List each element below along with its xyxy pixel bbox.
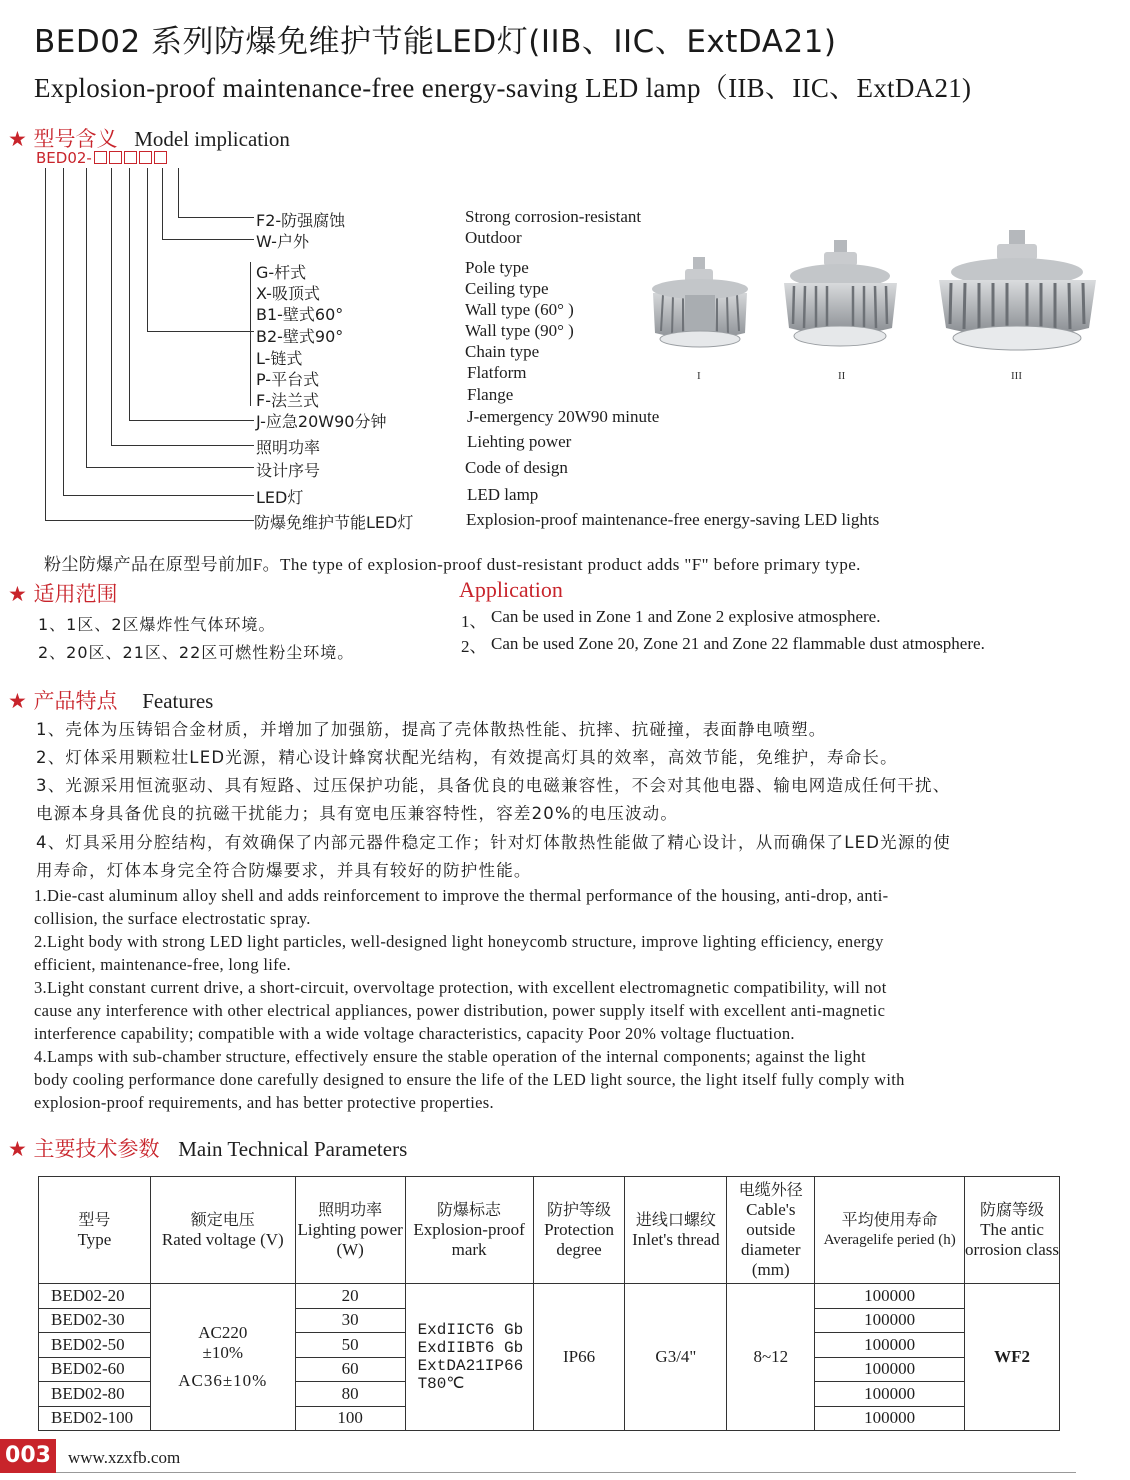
lamp-label: II <box>838 370 846 382</box>
cell-power: 100 <box>295 1406 405 1431</box>
footer-url[interactable]: www.xzxfb.com <box>68 1448 181 1467</box>
cell-type: BED02-50 <box>39 1333 151 1358</box>
params-heading <box>8 1133 407 1163</box>
application-item-en: Can be used Zone 20, Zone 21 and Zone 22 flammable dust atmosphere. <box>491 634 985 653</box>
model-item-cn: 照明功率 <box>256 438 321 457</box>
model-item-en: Flange <box>467 385 514 404</box>
feature-cn-line: 2、灯体采用颗粒壮LED光源，精心设计蜂窝状配光结构，有效提高灯具的效率，高效节能，免维护，寿命长。 <box>36 748 898 767</box>
cell-life: 100000 <box>815 1406 965 1431</box>
voltage-line: AC220 <box>198 1323 248 1342</box>
cell-power: 80 <box>295 1382 405 1407</box>
model-item-en: LED lamp <box>467 485 539 504</box>
header-life: 平均使用寿命 Averagelife peried (h) <box>815 1177 965 1284</box>
application-item-cn: 2、20区、21区、22区可燃性粉尘环境。 <box>38 643 355 662</box>
features-heading-en: Features <box>142 689 214 713</box>
model-heading-cn: 型号含义 <box>33 127 118 151</box>
code-box <box>139 151 152 164</box>
cell-life: 100000 <box>815 1357 965 1382</box>
cell-type: BED02-100 <box>39 1406 151 1431</box>
params-table <box>38 1176 1060 1431</box>
star-icon: ★ <box>8 689 27 713</box>
model-item-cn: LED灯 <box>256 488 304 507</box>
footer-divider <box>56 1472 1076 1473</box>
cell-power: 50 <box>295 1333 405 1358</box>
star-icon: ★ <box>8 1137 27 1161</box>
cell-voltage <box>150 1284 295 1431</box>
model-item-cn: G-杆式 <box>256 263 307 282</box>
params-heading-cn: 主要技术参数 <box>33 1137 160 1161</box>
params-header-row <box>39 1177 1060 1284</box>
cell-thread: G3/4" <box>625 1284 727 1431</box>
feature-en-line: 1.Die-cast aluminum alloy shell and adds reinforcement to improve the thermal performance of the housing, anti-drop, anti- <box>34 886 889 905</box>
cell-life: 100000 <box>815 1382 965 1407</box>
voltage-line: AC36±10% <box>178 1371 268 1390</box>
model-note: 粉尘防爆产品在原型号前加F。The type of explosion-proof dust-resistant product adds "F" before primary type. <box>44 555 861 574</box>
model-item-en: Liehting power <box>467 432 572 451</box>
model-item-en: Outdoor <box>465 228 522 247</box>
code-box <box>124 151 137 164</box>
model-item-en: Ceiling type <box>465 279 549 298</box>
model-item-cn: J-应急20W90分钟 <box>256 412 387 431</box>
model-item-en: J-emergency 20W90 minute <box>467 407 660 426</box>
feature-cn-line: 电源本身具备优良的抗磁干扰能力；具有宽电压兼容特性，容差20%的电压波动。 <box>36 804 679 823</box>
page-title-en: Explosion-proof maintenance-free energy-saving LED lamp（IIB、IIC、ExtDA21) <box>34 73 972 103</box>
header-type: 型号 Type <box>39 1177 151 1284</box>
model-item-cn: P-平台式 <box>256 370 320 389</box>
feature-cn-line: 1、壳体为压铸铝合金材质，并增加了加强筋，提高了壳体散热性能、抗摔、抗碰撞，表面静电喷塑。 <box>36 720 827 739</box>
lamp-label: III <box>1011 370 1022 382</box>
feature-en-line: collision, the surface electrostatic spray. <box>34 909 311 928</box>
feature-en-line: interference capability; compatible with a wide voltage characteristics, capacity Poor 20% voltage fluctuation. <box>34 1024 795 1043</box>
cell-type: BED02-80 <box>39 1382 151 1407</box>
application-heading <box>8 578 118 608</box>
page-title-cn: BED02 系列防爆免维护节能LED灯(IIB、IIC、ExtDA21) <box>34 24 837 60</box>
header-voltage: 额定电压 Rated voltage (V) <box>150 1177 295 1284</box>
model-item-en: Wall type (90° ) <box>465 321 574 340</box>
model-item-cn: 设计序号 <box>256 461 321 480</box>
model-item-en: Explosion-proof maintenance-free energy-saving LED lights <box>466 510 880 529</box>
lamp-label: I <box>697 370 701 382</box>
model-code <box>36 149 167 167</box>
model-item-en: Wall type (60° ) <box>465 300 574 319</box>
feature-en-line: efficient, maintenance-free, long life. <box>34 955 291 974</box>
header-cable: 电缆外径 Cable's outside diameter (mm) <box>727 1177 815 1284</box>
cell-corrosion: WF2 <box>965 1284 1060 1431</box>
cell-ex-mark: ExdIICT6 Gb ExdIIBT6 Gb ExtDA21IP66 T80℃ <box>405 1284 533 1431</box>
cell-type: BED02-60 <box>39 1357 151 1382</box>
application-item-en: Can be used in Zone 1 and Zone 2 explosive atmosphere. <box>491 607 881 626</box>
cell-cable: 8~12 <box>727 1284 815 1431</box>
feature-en-line: cause any interference with other electrical appliances, power distribution, power supply itself with excellent anti-magnetic <box>34 1001 886 1020</box>
lamp-image-1 <box>645 255 755 385</box>
application-item-cn: 1、1区、2区爆炸性气体环境。 <box>38 615 276 634</box>
cell-life: 100000 <box>815 1333 965 1358</box>
header-protection: 防护等级 Protection degree <box>533 1177 625 1284</box>
feature-cn-line: 4、灯具采用分腔结构，有效确保了内部元器件稳定工作；针对灯体散热性能做了精心设计，从而确保了LED光源的使 <box>36 833 951 852</box>
header-thread: 进线口螺纹 Inlet's thread <box>625 1177 727 1284</box>
application-item-en-num: 1、 <box>461 612 487 631</box>
model-code-prefix: BED02- <box>36 149 92 167</box>
application-heading-cn: 适用范围 <box>33 582 118 606</box>
model-item-cn: X-吸顶式 <box>256 284 320 303</box>
model-item-cn: B1-壁式60° <box>256 305 344 324</box>
star-icon: ★ <box>8 127 27 151</box>
cell-protection: IP66 <box>533 1284 625 1431</box>
feature-en-line: 2.Light body with strong LED light particles, well-designed light honeycomb structure, improve lighting efficiency, energy <box>34 932 884 951</box>
feature-en-line: body cooling performance done carefully designed to ensure the life of the LED light source, the light itself fully comply with <box>34 1070 905 1089</box>
cell-type: BED02-20 <box>39 1284 151 1309</box>
star-icon: ★ <box>8 582 27 606</box>
code-box <box>109 151 122 164</box>
cell-power: 20 <box>295 1284 405 1309</box>
model-item-en: Flatform <box>467 363 527 382</box>
model-item-en: Chain type <box>465 342 540 361</box>
cell-life: 100000 <box>815 1284 965 1309</box>
cell-life: 100000 <box>815 1308 965 1333</box>
model-item-cn: L-链式 <box>256 349 303 368</box>
model-item-cn: B2-壁式90° <box>256 327 344 346</box>
feature-cn-line: 3、光源采用恒流驱动、具有短路、过压保护功能，具备优良的电磁兼容性，不会对其他电器、输电网造成任何干扰、 <box>36 776 951 795</box>
code-box <box>154 151 167 164</box>
feature-en-line: 3.Light constant current drive, a short-circuit, overvoltage protection, with excellent electromagnetic compatibility, will not <box>34 978 887 997</box>
model-item-cn: F2-防强腐蚀 <box>256 211 346 230</box>
lamp-image-3 <box>935 228 1100 385</box>
cell-type: BED02-30 <box>39 1308 151 1333</box>
header-ex-mark: 防爆标志 Explosion-proof mark <box>405 1177 533 1284</box>
cell-power: 30 <box>295 1308 405 1333</box>
application-item-en-num: 2、 <box>461 637 487 656</box>
application-heading-en: Application <box>459 577 563 602</box>
voltage-line: ±10% <box>202 1343 244 1362</box>
code-box <box>94 151 107 164</box>
header-corrosion: 防腐等级 The antic orrosion class <box>965 1177 1060 1284</box>
feature-en-line: explosion-proof requirements, and has better protective properties. <box>34 1093 494 1112</box>
params-heading-en: Main Technical Parameters <box>178 1137 408 1161</box>
feature-en-line: 4.Lamps with sub-chamber structure, effectively ensure the stable operation of the internal components; against the light <box>34 1047 866 1066</box>
model-item-cn: W-户外 <box>256 232 309 251</box>
model-heading-en: Model implication <box>134 127 290 151</box>
model-item-en: Strong corrosion-resistant <box>465 207 642 226</box>
page-number: 003 <box>0 1439 56 1473</box>
model-item-en: Code of design <box>465 458 568 477</box>
features-heading-cn: 产品特点 <box>33 689 118 713</box>
table-row <box>39 1284 1060 1309</box>
lamp-image-2 <box>778 238 903 385</box>
cell-power: 60 <box>295 1357 405 1382</box>
feature-cn-line: 用寿命，灯体本身完全符合防爆要求，并具有较好的防护性能。 <box>36 861 532 880</box>
model-item-cn: 防爆免维护节能LED灯 <box>254 513 414 532</box>
header-power: 照明功率 Lighting power (W) <box>295 1177 405 1284</box>
model-item-cn: F-法兰式 <box>256 391 319 410</box>
features-heading <box>8 685 213 715</box>
model-item-en: Pole type <box>465 258 529 277</box>
